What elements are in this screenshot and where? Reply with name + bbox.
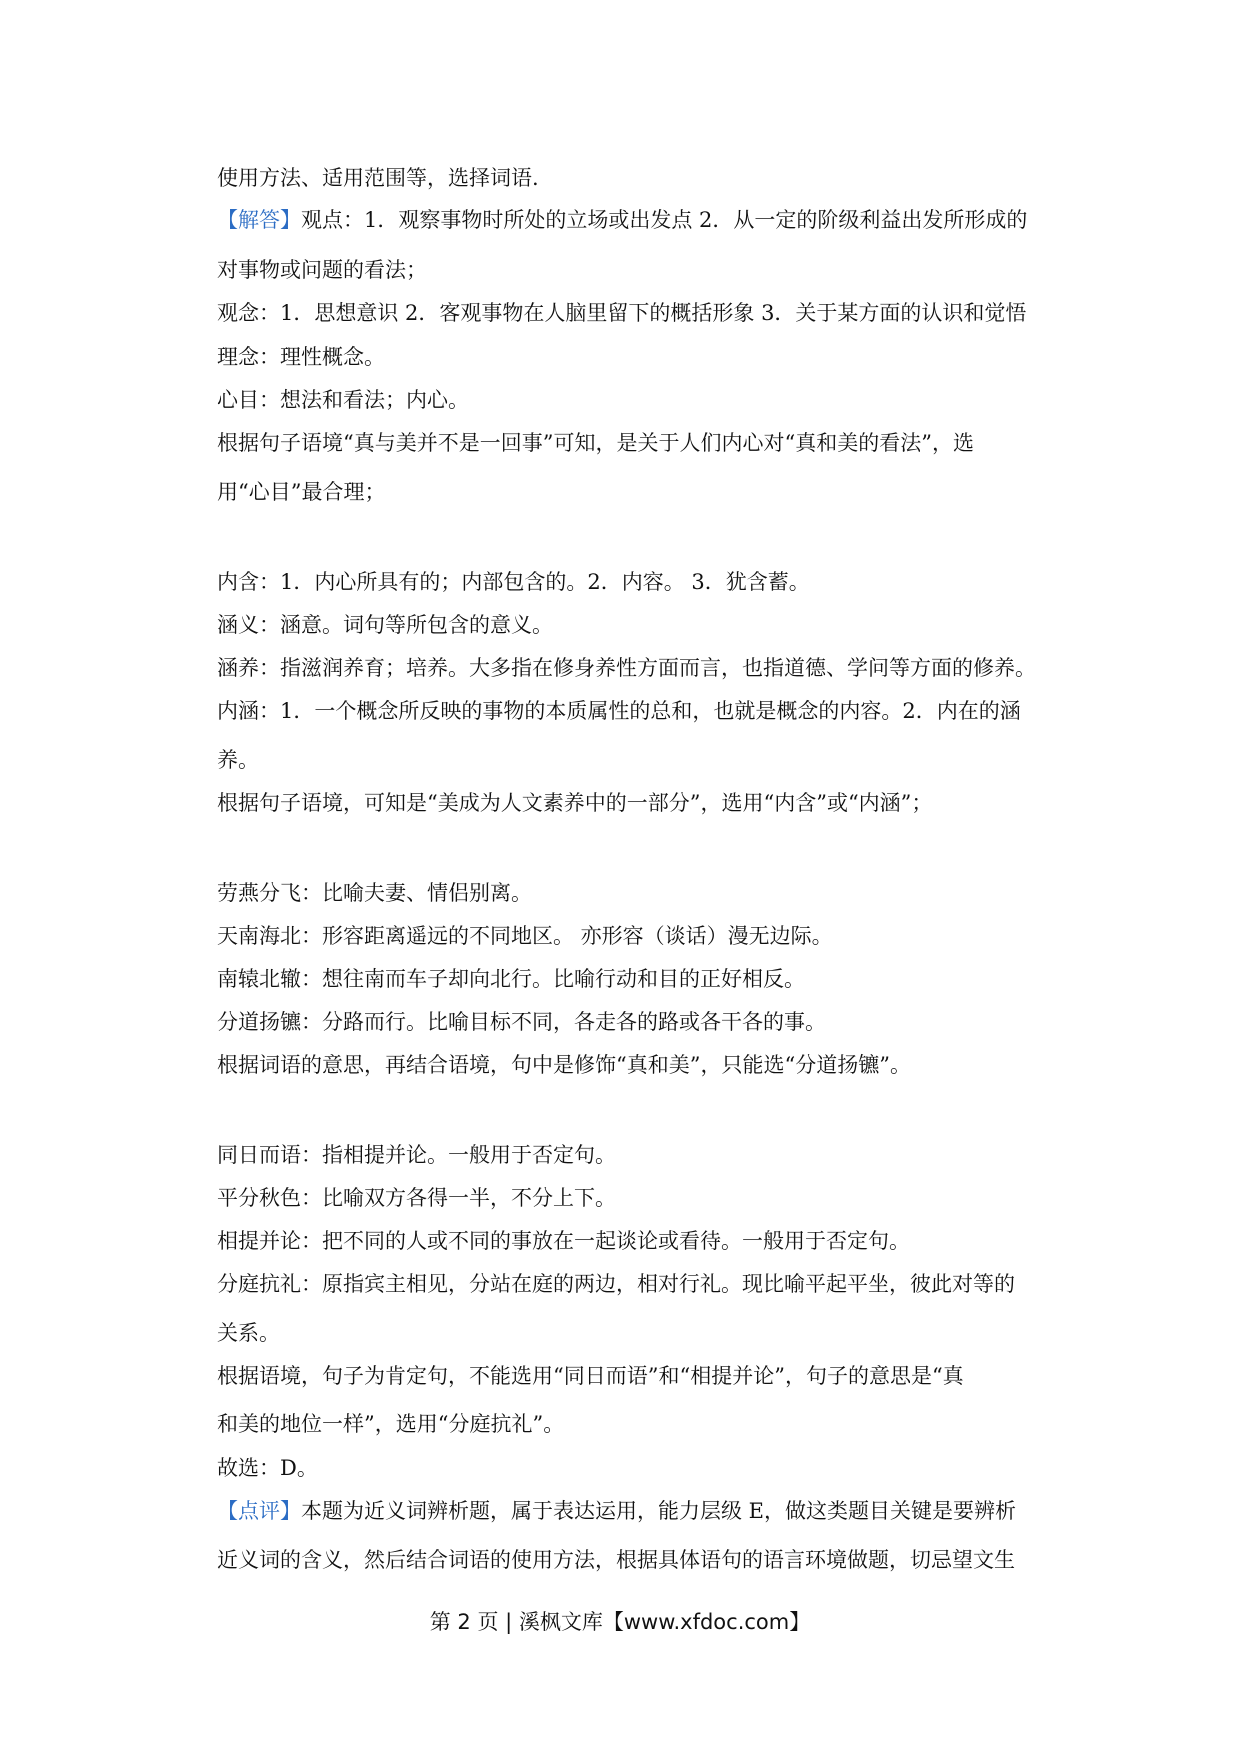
text-line: 本题为近义词辨析题，属于表达运用，能力层级 E，做这类题目关键是要辨析 [301, 1499, 1017, 1523]
text-line: 用“心目”最合理； [217, 480, 386, 504]
text-line: 平分秋色：比喻双方各得一半，不分上下。 [217, 1186, 616, 1210]
text-line: 根据语境，句子为肯定句，不能选用“同日而语”和“相提并论”，句子的意思是“真 [217, 1364, 964, 1388]
text-line: 天南海北：形容距离遥远的不同地区。 亦形容（谈话）漫无边际。 [217, 924, 833, 948]
text-line: 根据词语的意思，再结合语境，句中是修饰“真和美”，只能选“分道扬镳”。 [217, 1053, 911, 1077]
text-line: 关系。 [217, 1321, 280, 1345]
comment-line [217, 1497, 1047, 1525]
text-line: 使用方法、适用范围等，选择词语. [217, 166, 539, 190]
text-line: 观点：1．观察事物时所处的立场或出发点 2．从一定的阶级利益出发所形成的 [301, 208, 1028, 232]
answer-tag: 【解答】 [217, 208, 301, 232]
text-line: 故选：D。 [217, 1456, 318, 1480]
text-line: 南辕北辙：想往南而车子却向北行。比喻行动和目的正好相反。 [217, 967, 805, 991]
text-line: 劳燕分飞：比喻夫妻、情侣别离。 [217, 881, 532, 905]
text-line: 观念：1．思想意识 2．客观事物在人脑里留下的概括形象 3．关于某方面的认识和觉悟 [217, 301, 1027, 325]
text-line: 养。 [217, 748, 259, 772]
text-line: 近义词的含义，然后结合词语的使用方法，根据具体语句的语言环境做题，切忌望文生 [217, 1548, 1015, 1572]
text-line: 内涵：1．一个概念所反映的事物的本质属性的总和，也就是概念的内容。2．内在的涵 [217, 699, 1021, 723]
text-line: 根据句子语境，可知是“美成为人文素养中的一部分”，选用“内含”或“内涵”； [217, 791, 933, 815]
text-line: 内含：1．内心所具有的；内部包含的。2．内容。 3．犹含蓄。 [217, 570, 810, 594]
text-line: 心目：想法和看法；内心。 [217, 388, 469, 412]
comment-tag: 【点评】 [217, 1499, 301, 1523]
text-line: 和美的地位一样”，选用“分庭抗礼”。 [217, 1412, 565, 1436]
text-line: 涵养：指滋润养育；培养。大多指在修身养性方面而言，也指道德、学问等方面的修养。 [217, 656, 1036, 680]
text-line: 根据句子语境“真与美并不是一回事”可知，是关于人们内心对“真和美的看法”，选 [217, 431, 974, 455]
text-line: 同日而语：指相提并论。一般用于否定句。 [217, 1143, 616, 1167]
text-line: 对事物或问题的看法； [217, 258, 427, 282]
text-line: 相提并论：把不同的人或不同的事放在一起谈论或看待。一般用于否定句。 [217, 1229, 910, 1253]
text-line: 理念：理性概念。 [217, 345, 385, 369]
answer-line [217, 206, 1047, 234]
page-footer: 第 2 页 | 溪枫文库【www.xfdoc.com】 [429, 1610, 811, 1634]
text-line: 涵义：涵意。词句等所包含的意义。 [217, 613, 553, 637]
text-line: 分道扬镳：分路而行。比喻目标不同，各走各的路或各干各的事。 [217, 1010, 826, 1034]
text-line: 分庭抗礼：原指宾主相见，分站在庭的两边，相对行礼。现比喻平起平坐，彼此对等的 [217, 1272, 1015, 1296]
